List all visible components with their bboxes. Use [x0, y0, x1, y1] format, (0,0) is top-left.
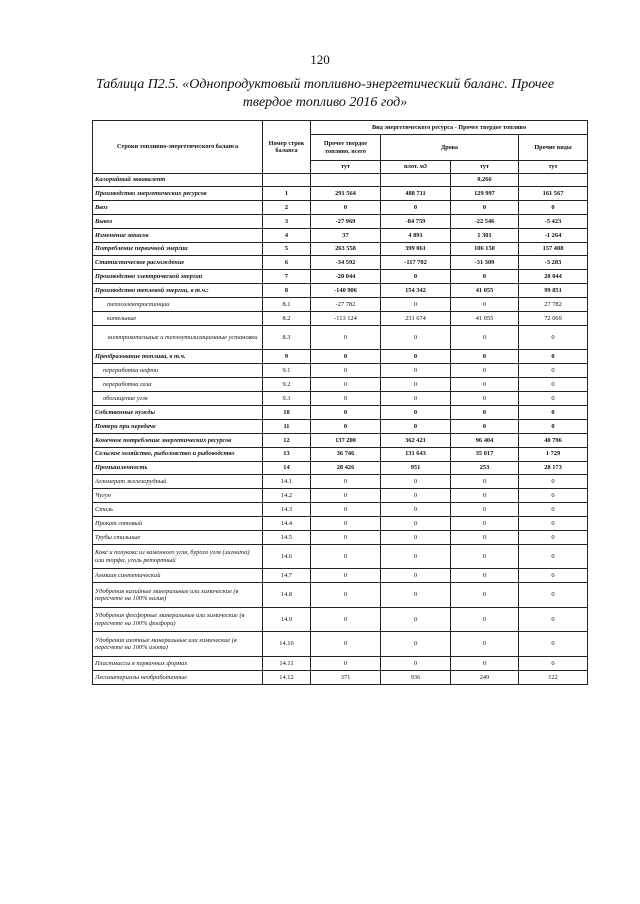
row-label: Потребление первичной энергии	[93, 242, 263, 256]
table-row	[93, 214, 588, 228]
row-value-total: -113 124	[311, 312, 381, 326]
row-value-firewood-m3: 131 643	[381, 447, 451, 461]
row-label: Потери при передаче	[93, 419, 263, 433]
row-number: 8.1	[263, 298, 311, 312]
row-number: 6	[263, 256, 311, 270]
row-value-firewood-tut: 0	[451, 350, 519, 364]
row-label: Удобрения азотные минеральные или химические (в пересчете на 100% азота)	[93, 632, 263, 657]
row-value-other: 0	[519, 517, 588, 531]
row-value-total: 371	[311, 670, 381, 684]
header-rows-label: Строки топливно-энергетического баланса	[93, 121, 263, 174]
row-label: Изменение запасов	[93, 228, 263, 242]
row-value-total: 0	[311, 419, 381, 433]
row-value-firewood-m3: -117 702	[381, 256, 451, 270]
row-value-other: 0	[519, 583, 588, 608]
table-row	[93, 670, 588, 684]
row-value-total: 0	[311, 392, 381, 406]
row-number: 9.2	[263, 378, 311, 392]
row-number: 8.2	[263, 312, 311, 326]
row-value-total: 0	[311, 350, 381, 364]
row-value-other: 0	[519, 569, 588, 583]
row-value-firewood-tut: 0	[451, 200, 519, 214]
row-value-firewood-m3: 0	[381, 405, 451, 419]
row-value-total: 0	[311, 569, 381, 583]
row-label: Лесоматериалы необработанные	[93, 670, 263, 684]
table-row	[93, 270, 588, 284]
row-label: Производство энергетических ресурсов	[93, 187, 263, 201]
row-value-firewood-tut: 41 055	[451, 312, 519, 326]
row-label: Ввоз	[93, 200, 263, 214]
row-number: 14.8	[263, 583, 311, 608]
row-value-total: 28 426	[311, 461, 381, 475]
row-number: 8.3	[263, 325, 311, 350]
row-value-firewood-tut: 0	[451, 405, 519, 419]
table-row	[93, 325, 588, 350]
table-row	[93, 200, 588, 214]
table-row	[93, 489, 588, 503]
row-value-firewood-tut: 35 017	[451, 447, 519, 461]
row-number: 14.12	[263, 670, 311, 684]
calorific-value: 0,266	[451, 174, 519, 187]
row-value-firewood-m3: 0	[381, 544, 451, 569]
row-number: 8	[263, 284, 311, 298]
row-number: 14	[263, 461, 311, 475]
row-number: 2	[263, 200, 311, 214]
row-label: Агломерат железорудный	[93, 475, 263, 489]
row-value-total: 0	[311, 583, 381, 608]
row-value-firewood-m3: 399 061	[381, 242, 451, 256]
row-value-other: 27 782	[519, 298, 588, 312]
row-value-firewood-tut: 0	[451, 364, 519, 378]
header-line-number: Номер строк баланса	[263, 121, 311, 174]
row-value-other: 157 408	[519, 242, 588, 256]
row-value-firewood-m3: 488 711	[381, 187, 451, 201]
table-row	[93, 378, 588, 392]
table-row	[93, 419, 588, 433]
row-value-firewood-m3: 0	[381, 350, 451, 364]
page-number: 120	[310, 52, 330, 67]
row-value-firewood-m3: 0	[381, 530, 451, 544]
row-value-other: 1 729	[519, 447, 588, 461]
row-value-other: 0	[519, 632, 588, 657]
row-value-total: 0	[311, 530, 381, 544]
row-value-other: 0	[519, 392, 588, 406]
row-number: 3	[263, 214, 311, 228]
row-number: 14.3	[263, 503, 311, 517]
table-row	[93, 392, 588, 406]
row-value-firewood-tut: 0	[451, 392, 519, 406]
row-value-other: 0	[519, 200, 588, 214]
row-value-total: -20 044	[311, 270, 381, 284]
row-value-total: 0	[311, 544, 381, 569]
table-row	[93, 187, 588, 201]
row-value-other: 0	[519, 607, 588, 632]
row-label: Кокс и полукокс из каменного угля, бурого угля (лигнита) или торфа, уголь ретортный	[93, 544, 263, 569]
row-value-firewood-tut: 0	[451, 583, 519, 608]
table-row	[93, 433, 588, 447]
table-row	[93, 447, 588, 461]
row-number: 14.2	[263, 489, 311, 503]
row-value-total: -140 906	[311, 284, 381, 298]
row-value-total: 0	[311, 489, 381, 503]
row-value-other: 0	[519, 489, 588, 503]
row-value-firewood-m3: 0	[381, 325, 451, 350]
row-value-firewood-tut: 0	[451, 378, 519, 392]
row-label: переработка газа	[93, 378, 263, 392]
row-value-total: 36 746	[311, 447, 381, 461]
row-value-other: 40 796	[519, 433, 588, 447]
row-number: 9.1	[263, 364, 311, 378]
row-value-firewood-m3: 0	[381, 378, 451, 392]
row-value-other: 0	[519, 350, 588, 364]
energy-balance-table	[92, 120, 588, 685]
caption-line-2: твердое топливо 2016 год»	[242, 95, 408, 110]
row-value-total: 0	[311, 200, 381, 214]
row-value-total: 0	[311, 656, 381, 670]
row-value-firewood-m3: 4 891	[381, 228, 451, 242]
row-value-firewood-m3: 0	[381, 489, 451, 503]
table-row	[93, 364, 588, 378]
row-number: 14.5	[263, 530, 311, 544]
row-value-firewood-tut: 0	[451, 656, 519, 670]
row-value-other: 72 069	[519, 312, 588, 326]
row-label: Вывоз	[93, 214, 263, 228]
row-number: 1	[263, 187, 311, 201]
row-value-total: 0	[311, 632, 381, 657]
row-value-total: 0	[311, 503, 381, 517]
row-number: 10	[263, 405, 311, 419]
header-unit-tut2: тут	[451, 161, 519, 174]
table-row	[93, 475, 588, 489]
row-number: 12	[263, 433, 311, 447]
table-row	[93, 517, 588, 531]
row-value-firewood-m3: 0	[381, 200, 451, 214]
row-value-firewood-m3: 0	[381, 392, 451, 406]
header-unit-tut: тут	[311, 161, 381, 174]
table-row	[93, 256, 588, 270]
row-value-other: 0	[519, 530, 588, 544]
row-label: Сталь	[93, 503, 263, 517]
row-number: 13	[263, 447, 311, 461]
row-label: Удобрения калийные минеральные или химические (в пересчете на 100% калия)	[93, 583, 263, 608]
table-row	[93, 461, 588, 475]
row-label: Чугун	[93, 489, 263, 503]
caption-line-1: Таблица П2.5. «Однопродуктовый топливно-энергетический баланс. Прочее	[95, 77, 555, 92]
row-value-firewood-m3: 362 421	[381, 433, 451, 447]
row-value-firewood-m3: 0	[381, 475, 451, 489]
row-value-firewood-tut: 0	[451, 503, 519, 517]
row-value-total: 137 200	[311, 433, 381, 447]
table-caption	[90, 76, 560, 112]
row-value-other: 0	[519, 544, 588, 569]
row-value-firewood-tut: 0	[451, 325, 519, 350]
header-unit-m3: плот. м3	[381, 161, 451, 174]
row-number: 5	[263, 242, 311, 256]
row-value-firewood-tut: 96 404	[451, 433, 519, 447]
row-label: Производство тепловой энергии, в т.ч.:	[93, 284, 263, 298]
row-value-firewood-tut: 41 055	[451, 284, 519, 298]
table-row	[93, 284, 588, 298]
row-value-firewood-m3: 0	[381, 632, 451, 657]
table-row	[93, 544, 588, 569]
row-value-firewood-m3: 231 674	[381, 312, 451, 326]
header-unit-tut3: тут	[519, 161, 588, 174]
table-row	[93, 503, 588, 517]
row-value-total: 291 564	[311, 187, 381, 201]
row-value-total: 37	[311, 228, 381, 242]
row-value-total: 263 558	[311, 242, 381, 256]
row-value-firewood-m3: 0	[381, 270, 451, 284]
row-value-firewood-tut: 0	[451, 419, 519, 433]
row-value-firewood-m3: 0	[381, 583, 451, 608]
row-value-other: 28 173	[519, 461, 588, 475]
row-value-firewood-tut: -22 546	[451, 214, 519, 228]
row-value-firewood-m3: 0	[381, 607, 451, 632]
table-row	[93, 569, 588, 583]
row-value-other: 0	[519, 656, 588, 670]
row-value-firewood-m3: 936	[381, 670, 451, 684]
row-label: Конечное потребление энергетических ресурсов	[93, 433, 263, 447]
row-label: Пластмассы в первичных формах	[93, 656, 263, 670]
row-value-other: -5 423	[519, 214, 588, 228]
row-value-firewood-tut: 0	[451, 270, 519, 284]
row-label: котельные	[93, 312, 263, 326]
row-label: электрокотельные и теплоутилизационные установки	[93, 325, 263, 350]
row-number: 14.7	[263, 569, 311, 583]
row-label: переработка нефти	[93, 364, 263, 378]
row-number: 14.11	[263, 656, 311, 670]
row-value-other: 0	[519, 475, 588, 489]
row-number: 14.6	[263, 544, 311, 569]
row-value-firewood-tut: 0	[451, 517, 519, 531]
row-value-firewood-tut: 0	[451, 607, 519, 632]
row-number: 14.10	[263, 632, 311, 657]
header-col-other: Прочие виды	[519, 135, 588, 161]
row-value-other: 0	[519, 405, 588, 419]
row-number: 14.4	[263, 517, 311, 531]
row-value-total: 0	[311, 325, 381, 350]
row-value-firewood-tut: 0	[451, 298, 519, 312]
row-value-firewood-m3: 0	[381, 503, 451, 517]
row-value-firewood-m3: 0	[381, 517, 451, 531]
row-value-firewood-m3: 0	[381, 419, 451, 433]
row-value-firewood-tut: 0	[451, 530, 519, 544]
row-value-other: 0	[519, 419, 588, 433]
header-col-total: Прочее твердое топливо, всего	[311, 135, 381, 161]
row-value-total: -27 782	[311, 298, 381, 312]
row-label: обогащение угля	[93, 392, 263, 406]
header-resource-type: Вид энергетического ресурса - Прочее твердое топливо	[311, 121, 588, 135]
row-value-other: 99 851	[519, 284, 588, 298]
row-label: Производство электрической энергии	[93, 270, 263, 284]
row-value-other: 0	[519, 325, 588, 350]
row-number: 9	[263, 350, 311, 364]
row-label: Аммиак синтетический	[93, 569, 263, 583]
row-value-firewood-m3: 0	[381, 298, 451, 312]
row-number: 9.3	[263, 392, 311, 406]
table-row	[93, 312, 588, 326]
row-value-other: 20 044	[519, 270, 588, 284]
row-label: Преобразование топлива, в т.ч.	[93, 350, 263, 364]
row-value-firewood-m3: 0	[381, 364, 451, 378]
row-value-firewood-tut: 0	[451, 632, 519, 657]
row-value-other: 122	[519, 670, 588, 684]
row-number: 11	[263, 419, 311, 433]
row-label: Собственные нужды	[93, 405, 263, 419]
row-value-total: -27 969	[311, 214, 381, 228]
row-value-other: 0	[519, 364, 588, 378]
table-row	[93, 656, 588, 670]
row-value-total: 0	[311, 517, 381, 531]
table-row	[93, 632, 588, 657]
calorific-label: Калорийный эквивалент	[93, 174, 263, 187]
row-number: 7	[263, 270, 311, 284]
row-value-firewood-m3: 951	[381, 461, 451, 475]
row-number: 14.1	[263, 475, 311, 489]
table-row	[93, 298, 588, 312]
row-value-total: 0	[311, 475, 381, 489]
row-value-firewood-tut: 249	[451, 670, 519, 684]
row-value-firewood-tut: 0	[451, 544, 519, 569]
row-value-total: -34 592	[311, 256, 381, 270]
table-row	[93, 228, 588, 242]
row-value-total: 0	[311, 405, 381, 419]
row-label: Статистическое расхождение	[93, 256, 263, 270]
row-value-firewood-m3: -84 759	[381, 214, 451, 228]
row-value-firewood-tut: 1 301	[451, 228, 519, 242]
table-row	[93, 607, 588, 632]
row-value-firewood-tut: 253	[451, 461, 519, 475]
row-value-firewood-m3: 0	[381, 656, 451, 670]
table-row	[93, 530, 588, 544]
row-value-firewood-m3: 154 342	[381, 284, 451, 298]
row-label: теплоэлектростанции	[93, 298, 263, 312]
row-label: Удобрения фосфорные минеральные или химические (в пересчете на 100% фосфора)	[93, 607, 263, 632]
row-value-total: 0	[311, 607, 381, 632]
header-col-firewood: Дрова	[381, 135, 519, 161]
row-value-firewood-tut: 129 997	[451, 187, 519, 201]
row-number: 4	[263, 228, 311, 242]
row-value-other: 0	[519, 378, 588, 392]
row-value-firewood-tut: -31 309	[451, 256, 519, 270]
row-value-other: -1 264	[519, 228, 588, 242]
table-row	[93, 405, 588, 419]
row-label: Сельское хозяйство, рыболовство и рыбоводство	[93, 447, 263, 461]
row-number: 14.9	[263, 607, 311, 632]
calorific-row	[93, 174, 588, 187]
row-value-total: 0	[311, 378, 381, 392]
row-value-firewood-tut: 0	[451, 569, 519, 583]
row-value-firewood-tut: 0	[451, 475, 519, 489]
table-row	[93, 242, 588, 256]
row-value-other: 0	[519, 503, 588, 517]
table-row	[93, 583, 588, 608]
row-label: Трубы стальные	[93, 530, 263, 544]
row-label: Прокат готовый	[93, 517, 263, 531]
table-row	[93, 350, 588, 364]
row-label: Промышленность	[93, 461, 263, 475]
row-value-other: -3 283	[519, 256, 588, 270]
row-value-firewood-tut: 106 150	[451, 242, 519, 256]
row-value-firewood-tut: 0	[451, 489, 519, 503]
row-value-firewood-m3: 0	[381, 569, 451, 583]
row-value-other: 161 567	[519, 187, 588, 201]
row-value-total: 0	[311, 364, 381, 378]
